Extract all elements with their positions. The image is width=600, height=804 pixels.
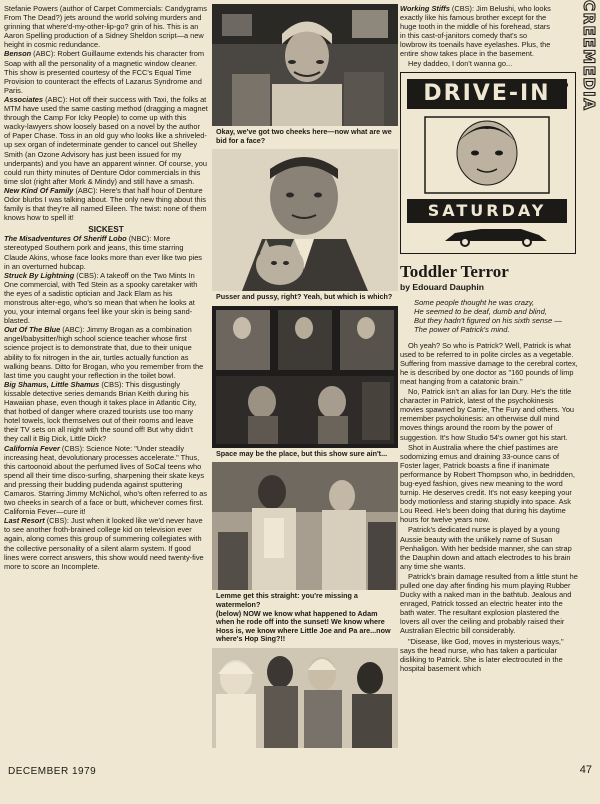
footer-date: DECEMBER 1979 (8, 766, 97, 777)
sickest-entry-title: Big Shamus, Little Shamus (4, 379, 100, 389)
show-entry-text: (ABC): Robert Guillaume extends his character from Soap with all the personality of a magnetic window cleaner. This show is presented courtesy of the FCC's Equal Time Provision to counteract the effects of Lazarus Syndrome and Paris. (4, 49, 205, 95)
ad-saturday-label: SATURDAY (407, 199, 567, 223)
photo-4 (212, 462, 398, 590)
sickest-entry (4, 234, 208, 270)
sickest-entry-title: California Fever (4, 443, 60, 453)
poem-line: He seemed to be deaf, dumb and blind, (414, 306, 547, 316)
photo-5-image (212, 648, 398, 748)
photo-3 (212, 306, 398, 448)
photo-1 (212, 4, 398, 126)
poem-line: Some people thought he was crazy, (414, 297, 535, 307)
article-paragraph: Shot in Australia where the chief pastimes are sodomizing emus and draining 33-ounce cans of Foster lager, Patrick boasts a fine if inanimate performance by Robert Thompson who, in bedridden, bug-eyed fashion, gives new meaning to the word turnip. He deserves credit. It's not easy keeping your body motionless and staring stupidly into space. Ask Lou Reed. He's been doing that during his daytime hours for twelve years now. (400, 442, 575, 525)
article-poem (414, 298, 578, 335)
photo-2-image (212, 149, 398, 291)
sickest-entry-text: (CBS): A takeoff on the Two Mints In One commercial, with Ted Stein as a spooky caretaker with the eyes of a sadistic optician and Jack Elam as his monstrous alter-ego, who's so mean that when he looks at you, your internal organs feel like your skin is being sand-blasted. (4, 270, 198, 326)
working-stiffs-entry (400, 4, 556, 59)
photo-5 (212, 648, 398, 748)
sickest-entry-text: (NBC): More stereotyped Southern pork and jeans, this time starring Claude Akins, whose face looks more than ever like two pies in an overturned hubcap. (4, 234, 203, 271)
photo-1-image (212, 4, 398, 126)
page-number: 47 (579, 764, 592, 776)
show-entry-title: New Kind Of Family (4, 185, 74, 195)
photo-4-image (212, 462, 398, 590)
show-entry-title: Associates (4, 94, 44, 104)
ad-drive-in-label: DRIVE-IN (407, 79, 567, 109)
car-doodle-icon (555, 80, 569, 90)
working-stiffs-title: Working Stiffs (400, 4, 450, 13)
right-text-column (400, 4, 578, 754)
sickest-entry-text: (CBS): Science Note: "Under steadily increasing heat, devolutionary processes accelerate." Thus, this cartoonoid about the perfumed lives of SoCal teens who spend all their time disco-surfing, sharpening their skate keys and pressing their budding pudenda against sputtering Camaros. Starring Jimmy McNichol, who's often referred to as two cheeks in search of a face or butt, whichever comes first. California Fever—cure it! (4, 443, 208, 517)
sickest-entry-title: Last Resort (4, 516, 45, 526)
working-stiffs-closer: Hey daddeo, I don't wanna go... (408, 58, 513, 68)
caption-1: Okay, we've got two cheeks here—now what are we bid for a face? (212, 126, 398, 149)
sickest-entries (4, 234, 208, 570)
article-title: Toddler Terror (400, 261, 509, 281)
ad-illustration (421, 113, 553, 197)
show-entry (4, 186, 208, 222)
sickest-entry-text: (CBS): Just when it looked like we'd never have to see another froth-brained college kid on television ever again, along comes this group of summering collegiates with the collective personality of a silent alarm system. If good lines were correct answers, this show would need twenty-five more to score an Incomplete. (4, 516, 204, 571)
article-paragraph: Patrick's dedicated nurse is played by a young Aussie beauty with the unlikely name of Susan Penhaligon. With her bedside manner, she can strap the Dauphin down and attach electrodes to his brain any time she wants. (400, 525, 572, 571)
photo-2 (212, 149, 398, 291)
show-entry-text: (ABC): Hot off their success with Taxi, the folks at MTM have used the same casting method (dragging a magnet through the Camp For Icky People) to come up with this wacky-lawyers show loosely based on a novel by the author of Paper Chase. Toss in an old guy who looks like a shriveled-up sex organ of indeterminate gender to cancel out Shelley Smith (an Ozone Advisory has just been issued for my underpants) and you have an apparent winner. Of course, you could run thirty minutes of Denture Odor commercials in this time slot (right after Mork & Mindy) and still have a smash. (4, 94, 208, 186)
poem-line: The power of Patrick's mind. (414, 325, 510, 335)
working-stiffs-text: (CBS): Jim Belushi, who looks exactly like his famous brother except for the huge tooth in the middle of his forehead, stars in this cast-of-janitors comedy that's so lowbrow its toenails have eyelashes. Plus, the entire show takes place in the basement. (400, 4, 551, 59)
sickest-entry-title: The Misadventures Of Sheriff Lobo (4, 234, 127, 244)
show-entry (4, 95, 208, 186)
article-paragraph: Oh yeah? So who is Patrick? Well, Patrick is what used to be referred to in polite circles as a vegetable. Suffering from massive damage to the cerebral cortex, he is described by one doctor as "160 pounds of limp meat hanging from a catatonic brain." (400, 340, 578, 386)
sickest-entry (4, 325, 208, 380)
article-paragraph: No, Patrick isn't an alias for Ian Dury. He's the title character in Patrick, latest of the psychokinesis movies spawned by Carrie, The Fury and others. You remember psychokinesis: an otherwise dull mind moves things around the room by the power of suggestion. It's how Studio 54's owner got his start. (400, 387, 575, 442)
sickest-entry-text: (ABC): Jimmy Brogan as a combination angel/babysitter/high school science teacher whose first science project is to demonstrate that, due to their unique ability to fix nitrogen in the air, turtles actually function as walking beans. Ditto for Brogan, who you remember from the last time you caught your reflection in the toilet bowl. (4, 325, 204, 380)
sickest-entry-title: Struck By Lightning (4, 270, 75, 280)
sickest-heading: SICKEST (88, 225, 124, 235)
drive-in-saturday-ad (400, 72, 576, 254)
caption-4: Lemme get this straight: you're missing a watermelon? (below) NOW we know what happened to Adam when he rode off into the sunset! We know where Hoss is, we know where Little Joe and Pa are...now where's Hop Sing?!! (212, 590, 398, 648)
intro-paragraph: Stefanie Powers (author of Carpet Commercials: Candygrams From The Dead?) jets around the world solving murders and grinning that where'd-my-other-lip-go? grin of his. This is an Aaron Spelling production of a Sidney Sheldon script—a new height in cosmic redundance. (4, 4, 207, 50)
show-entry-text: (ABC): Here's that half hour of Denture Odor blurbs I was talking about. The only new thing about this family is that they're all named Eileen. The twist: none of them knows how to spell it! (4, 185, 207, 223)
section-rail-label: CREEMEDIA (580, 0, 598, 112)
sickest-entry (4, 271, 208, 326)
show-entry (4, 49, 208, 94)
caption-2: Pusser and pussy, right? Yeah, but which is which? (212, 291, 398, 306)
article-body (400, 341, 578, 673)
sickest-entry (4, 516, 208, 571)
sickest-entry (4, 380, 208, 444)
article-paragraph: "Disease, like God, moves in mysterious ways," says the head nurse, who has taken a particular disliking to Patrick. She is later electrocuted in the hospital basement which (400, 636, 564, 673)
sickest-entry (4, 444, 208, 517)
left-entries (4, 49, 208, 222)
left-text-column (4, 4, 208, 754)
section-rail (580, 0, 598, 120)
sickest-entry-title: Out Of The Blue (4, 325, 61, 335)
poem-line: But they hadn't figured on his sixth sense — (414, 316, 562, 326)
photo-column (212, 4, 398, 754)
show-entry-title: Benson (4, 49, 32, 59)
photo-3-image (212, 306, 398, 448)
sickest-entry-text: (CBS): This disgustingly kissable detective series demands Brian Keith during his Hawaiian phase, even though it takes place in Atlantic City, that hotbed of danger where crazed tourists use too many hotel towels, lock themselves out of their rooms and leave their TV sets on all night with the sound off! But why didn't they call it Big Dick, Little Dick? (4, 379, 197, 444)
caption-3: Space may be the place, but this show sure ain't... (212, 448, 398, 463)
ad-car-icon (441, 225, 551, 247)
article-byline: by Edouard Dauphin (400, 281, 485, 292)
article-paragraph: Patrick's brain damage resulted from a little stunt he pulled one day after finding his mum playing Rubber Ducky with a naked man in the bathtub. Jealous and enraged, Patrick tossed an electric heater into the bath water. The resultant explosion plastered the lovers all over the ceiling and probably raised their Australian Electric bill considerably. (400, 571, 578, 636)
